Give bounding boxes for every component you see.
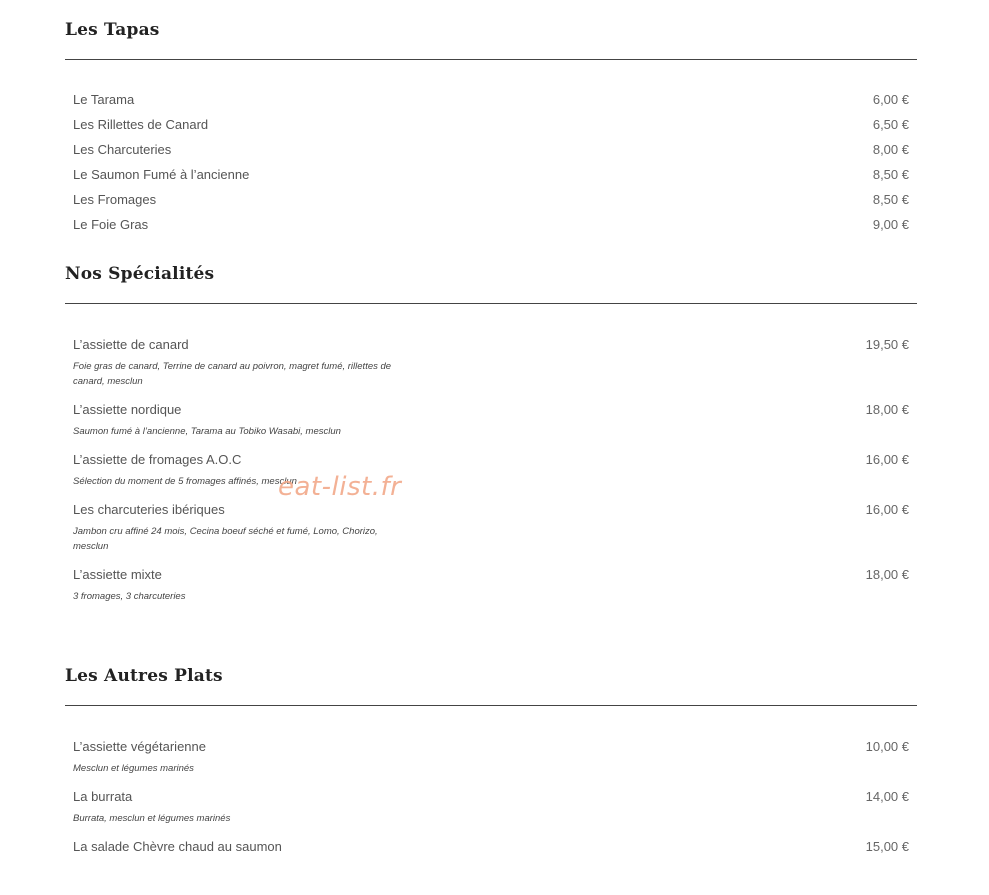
menu-item	[65, 142, 917, 158]
item-price: 16,00 €	[865, 452, 909, 467]
watermark: eat-list.fr	[278, 472, 402, 502]
item-price: 16,00 €	[865, 502, 909, 517]
section-divider	[65, 705, 917, 706]
item-name: Les charcuteries ibériques	[73, 502, 225, 517]
item-name: L’assiette végétarienne	[73, 739, 206, 754]
item-description: Sélection du moment de 5 fromages affinés, mesclun	[73, 476, 297, 487]
item-name: Le Foie Gras	[73, 217, 149, 232]
item-name: Le Saumon Fumé à l’ancienne	[73, 167, 250, 182]
item-price: 8,50 €	[872, 167, 909, 182]
menu-item	[65, 117, 917, 133]
menu-item	[65, 502, 917, 554]
item-description: 3 fromages, 3 charcuteries	[73, 591, 186, 602]
section-autres-plats	[65, 666, 917, 855]
menu-item	[65, 192, 917, 208]
item-name: La salade Chèvre chaud au saumon	[73, 839, 282, 854]
section-divider	[65, 59, 917, 60]
menu-item	[65, 452, 917, 489]
menu-item	[65, 217, 917, 233]
item-name: L’assiette mixte	[73, 567, 162, 582]
menu-item	[65, 839, 917, 855]
item-price: 19,50 €	[865, 337, 909, 352]
item-price: 8,50 €	[872, 192, 909, 207]
section-specialites	[65, 264, 917, 604]
item-price: 8,00 €	[872, 142, 909, 157]
item-name: L’assiette nordique	[73, 402, 182, 417]
item-name: La burrata	[73, 789, 133, 804]
item-price: 18,00 €	[865, 567, 909, 582]
menu-item	[65, 92, 917, 108]
menu-item	[65, 739, 917, 776]
menu-item	[65, 167, 917, 183]
item-description: Jambon cru affiné 24 mois, Cecina boeuf séché et fumé, Lomo, Chorizo, mesclun	[73, 526, 378, 552]
item-name: Les Charcuteries	[73, 142, 172, 157]
item-price: 18,00 €	[865, 402, 909, 417]
item-name: Le Tarama	[73, 92, 135, 107]
menu-item	[65, 567, 917, 604]
item-name: L’assiette de canard	[73, 337, 189, 352]
section-title: Nos Spécialités	[65, 264, 215, 284]
item-price: 15,00 €	[865, 839, 909, 854]
item-name: L’assiette de fromages A.O.C	[73, 452, 242, 467]
section-divider	[65, 303, 917, 304]
item-price: 6,00 €	[872, 92, 909, 107]
item-name: Les Fromages	[73, 192, 157, 207]
item-description: Saumon fumé à l’ancienne, Tarama au Tobiko Wasabi, mesclun	[73, 426, 341, 437]
menu-item	[65, 402, 917, 439]
item-price: 6,50 €	[872, 117, 909, 132]
section-tapas	[65, 20, 917, 233]
item-price: 9,00 €	[872, 217, 909, 232]
item-price: 10,00 €	[865, 739, 909, 754]
item-description: Foie gras de canard, Terrine de canard au poivron, magret fumé, rillettes de canard, mesclun	[73, 361, 392, 387]
item-description: Mesclun et légumes marinés	[73, 763, 194, 774]
menu-item	[65, 337, 917, 389]
item-name: Les Rillettes de Canard	[73, 117, 209, 132]
section-title: Les Tapas	[65, 20, 160, 40]
item-description: Burrata, mesclun et légumes marinés	[73, 813, 231, 824]
section-title: Les Autres Plats	[65, 666, 223, 686]
menu-item	[65, 789, 917, 826]
item-price: 14,00 €	[865, 789, 909, 804]
